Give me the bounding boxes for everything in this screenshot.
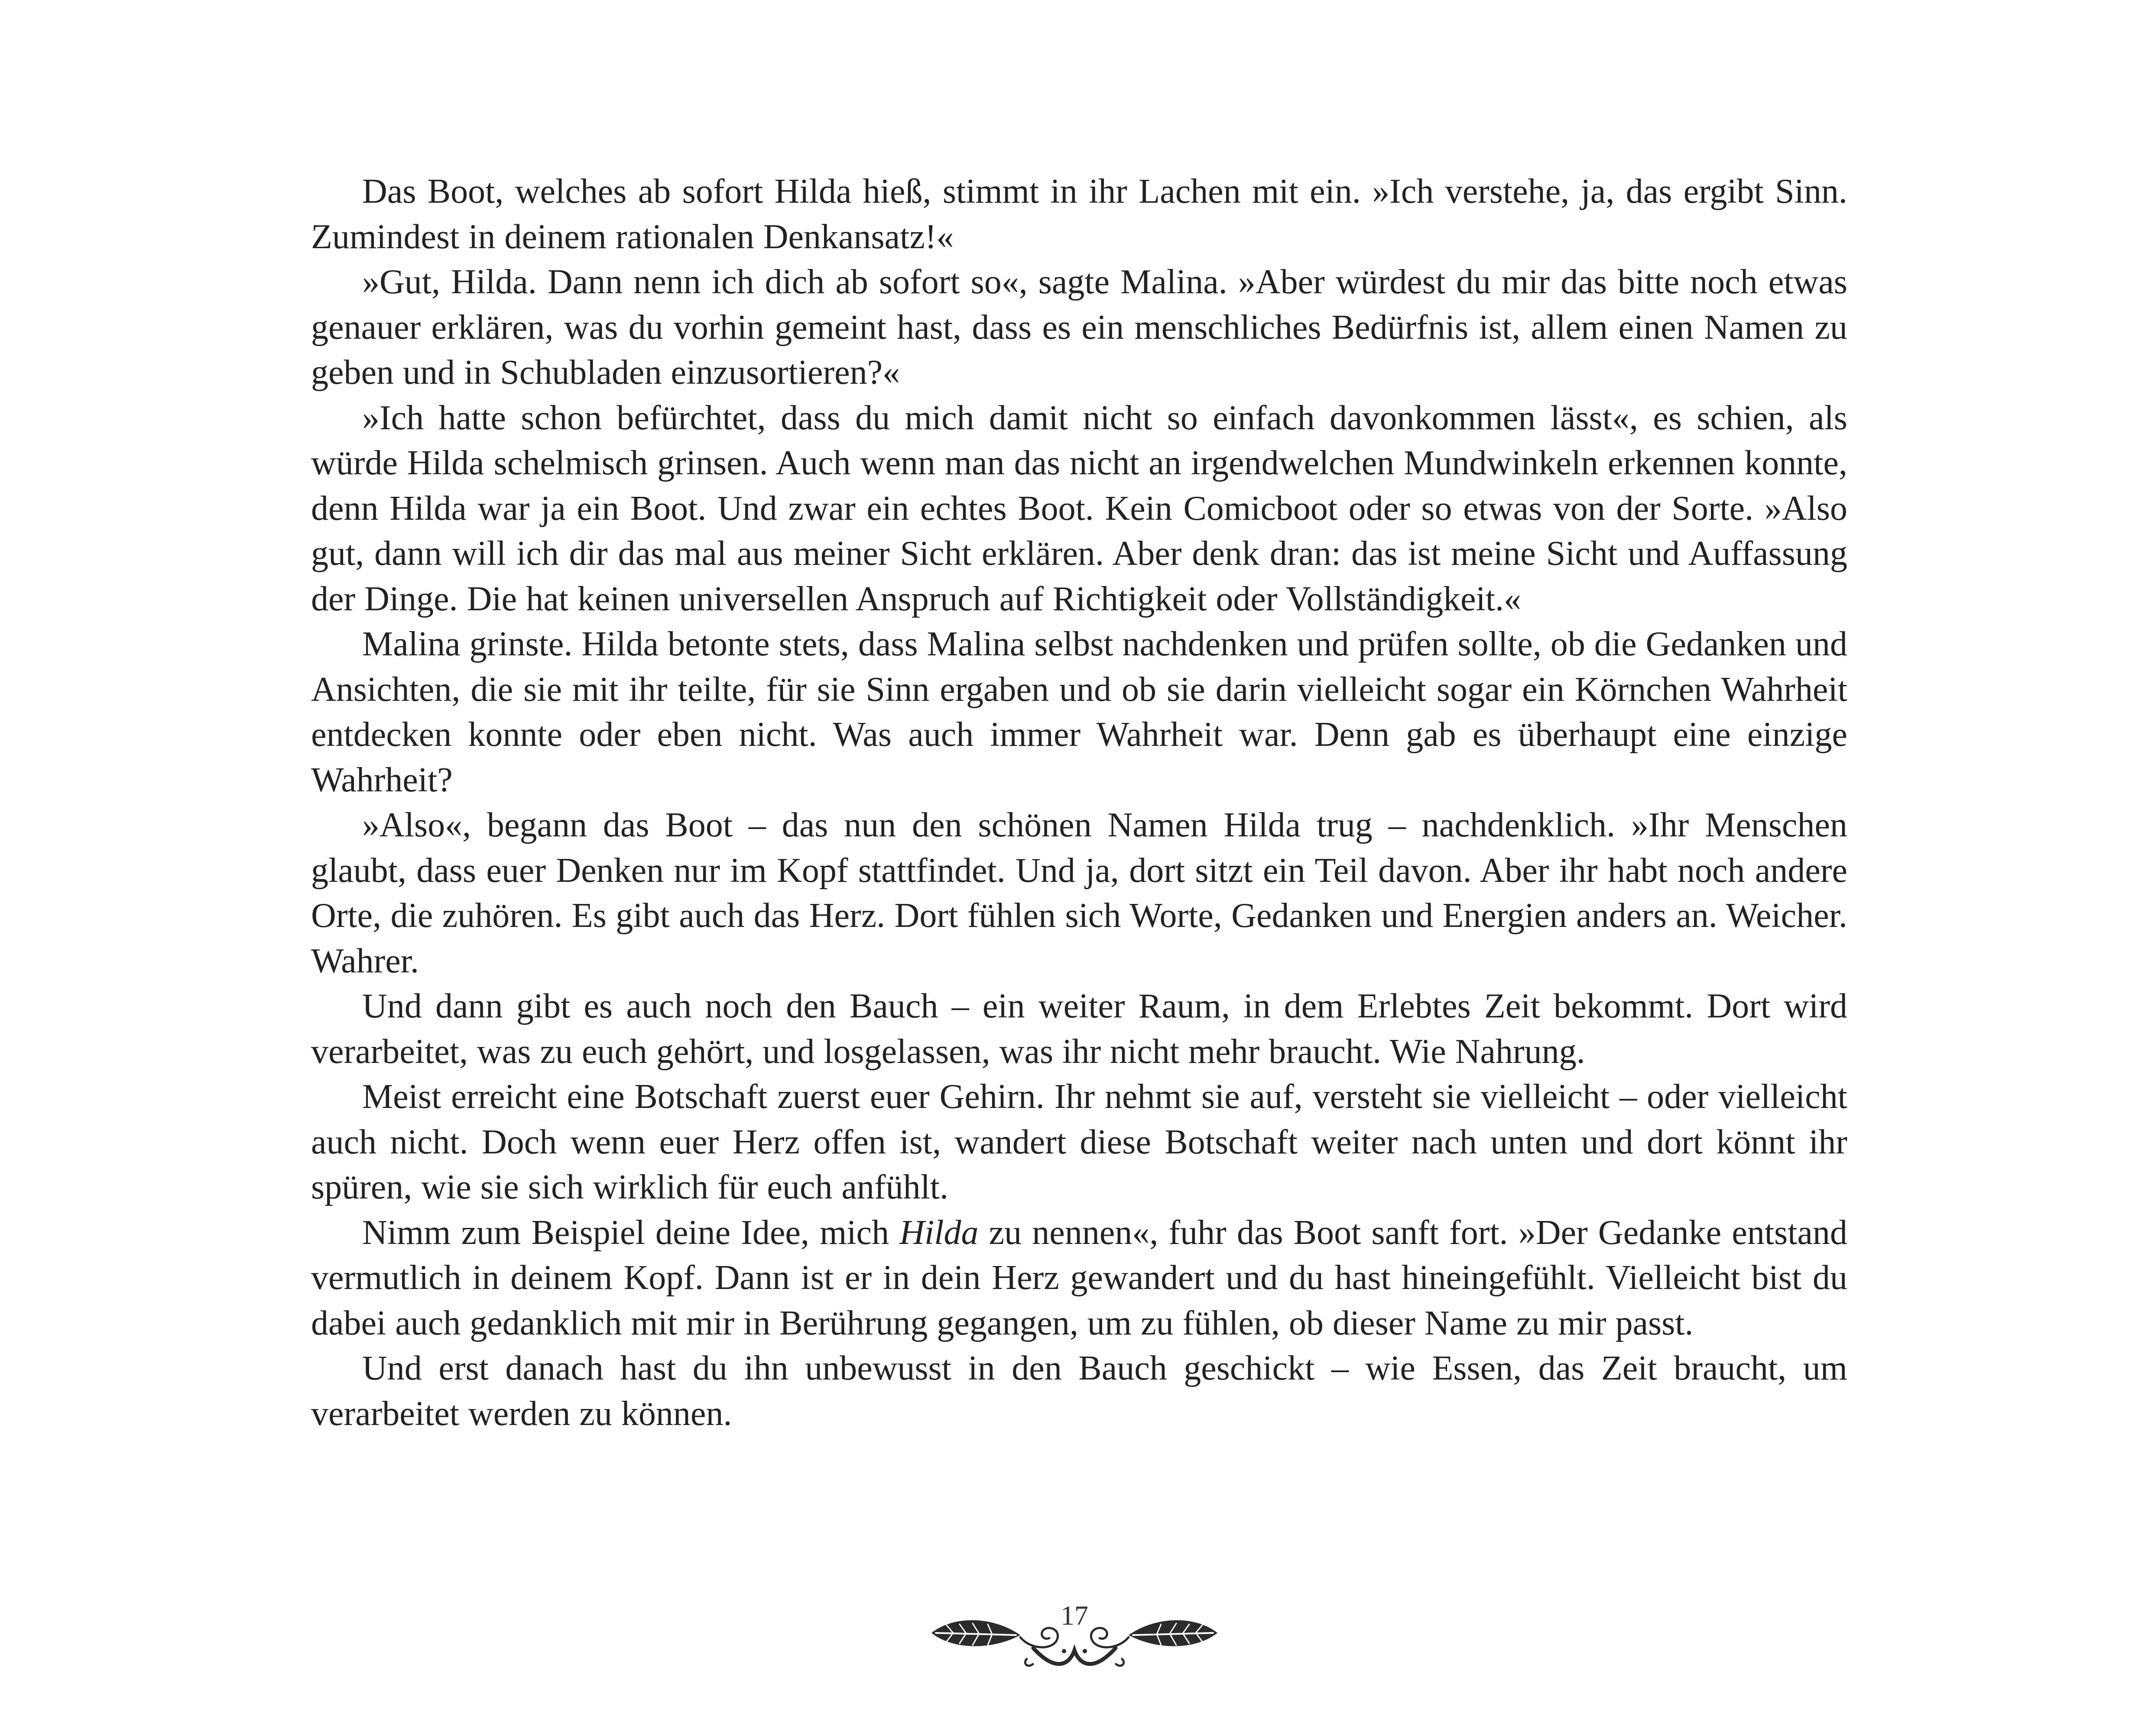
paragraph-6: Und dann gibt es auch noch den Bauch – ein weiter Raum, in dem Erlebtes Zeit bekommt. Dort wird verarbeitet, was zu euch gehört, und losgelassen, was ihr nicht mehr braucht. Wie Nahrung. [311, 987, 1847, 1071]
paragraph-8-italic-name: Hilda [899, 1213, 979, 1252]
paragraph-5: »Also«, begann das Boot – das nun den schönen Namen Hilda trug – nachdenklich. »Ihr Menschen glaubt, dass euer Denken nur im Kopf stattfindet. Und ja, dort sitzt ein Teil davon. Aber ihr habt noch andere Orte, die zuhören. Es gibt auch das Herz. Dort fühlen sich Worte, Gedanken und Energien anders an. Weicher. Wahrer. [311, 806, 1847, 980]
paragraph-9: Und erst danach hast du ihn unbewusst in den Bauch geschickt – wie Essen, das Zeit braucht, um verarbeitet werden zu können. [311, 1349, 1847, 1433]
page-footer [927, 1598, 1222, 1681]
body-text [311, 169, 1847, 1436]
paragraph-1: Das Boot, welches ab sofort Hilda hieß, stimmt in ihr Lachen mit ein. »Ich verstehe, ja, das ergibt Sinn. Zumindest in deinem rationalen Denkansatz!« [311, 172, 1847, 256]
page-number: 17 [1061, 1600, 1088, 1631]
paragraph-8-after: zu nennen«, fuhr das Boot sanft fort. »Der Gedanke entstand vermutlich in deinem Kopf. Dann ist er in dein Herz gewandert und du hast hineingefühlt. Vielleicht bist du dabei auch gedanklich mit mir in Berührung gegangen, um zu fühlen, ob dieser Name zu mir passt. [311, 1213, 1847, 1342]
paragraph-2: »Gut, Hilda. Dann nenn ich dich ab sofort so«, sagte Malina. »Aber würdest du mir das bitte noch etwas genauer erklären, was du vorhin gemeint hast, dass es ein menschliches Bedürfnis ist, allem einen Namen zu geben und in Schubladen einzusortieren?« [311, 263, 1847, 392]
paragraph-8-before: Nimm zum Beispiel deine Idee, mich [362, 1213, 900, 1252]
paragraph-7: Meist erreicht eine Botschaft zuerst euer Gehirn. Ihr nehmt sie auf, versteht sie vielleicht – oder vielleicht auch nicht. Doch wenn euer Herz offen ist, wandert diese Botschaft weiter nach unten und dort könnt ihr spüren, wie sie sich wirklich für euch anfühlt. [311, 1078, 1847, 1206]
paragraph-4: Malina grinste. Hilda betonte stets, dass Malina selbst nachdenken und prüfen sollte, ob die Gedanken und Ansichten, die sie mit ihr teilte, für sie Sinn ergaben und ob sie darin vielleicht sogar ein Körnchen Wahrheit entdecken konnte oder eben nicht. Was auch immer Wahrheit war. Denn gab es überhaupt eine einzige Wahrheit? [311, 625, 1847, 799]
paragraph-8 [311, 1210, 1847, 1346]
paragraph-3: »Ich hatte schon befürchtet, dass du mich damit nicht so einfach davonkommen lässt«, es schien, als würde Hilda schelmisch grinsen. Auch wenn man das nicht an irgendwelchen Mundwinkeln erkennen konnte, denn Hilda war ja ein Boot. Und zwar ein echtes Boot. Kein Comicboot oder so etwas von der Sorte. »Also gut, dann will ich dir das mal aus meiner Sicht erklären. Aber denk dran: das ist meine Sicht und Auffassung der Dinge. Die hat keinen universellen Anspruch auf Richtigkeit oder Vollständigkeit.« [311, 398, 1847, 618]
